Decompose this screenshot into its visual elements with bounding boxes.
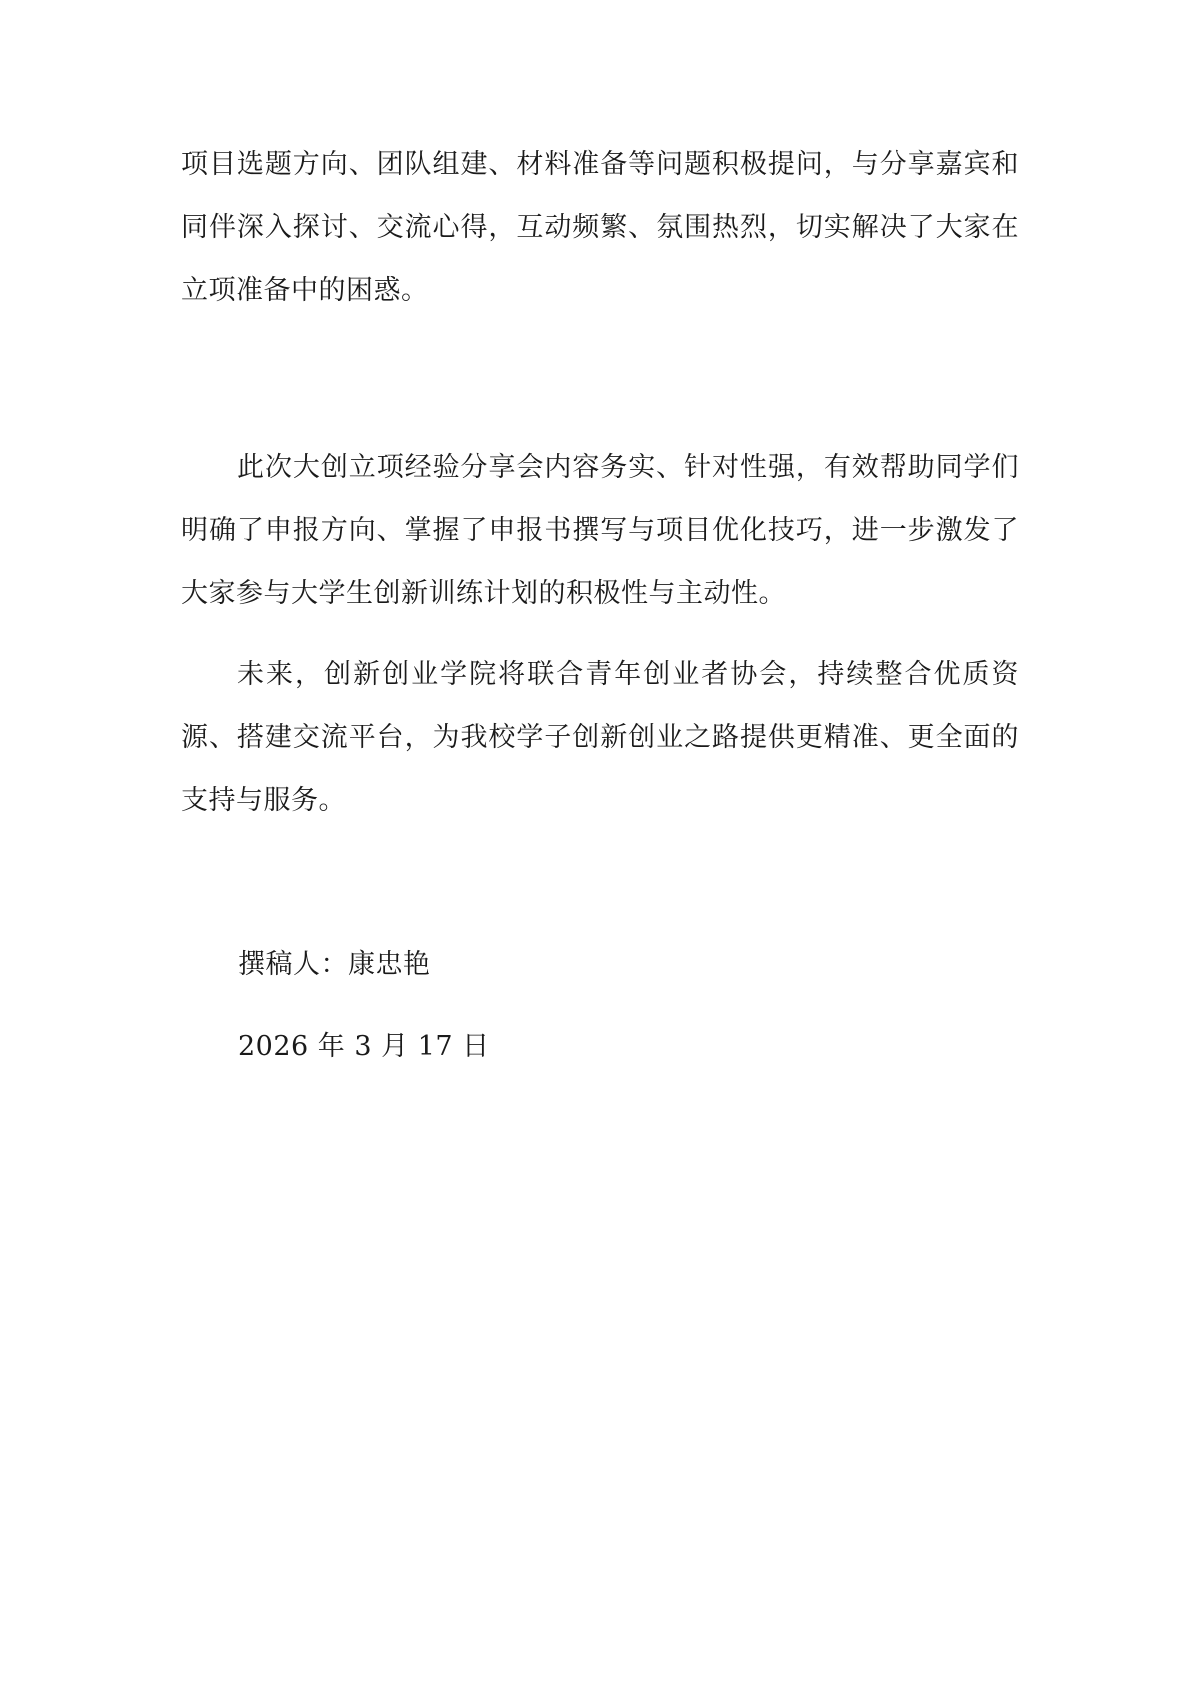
paragraph-continuation: 项目选题方向、团队组建、材料准备等问题积极提问，与分享嘉宾和同伴深入探讨、交流心得，互动频繁、氛围热烈，切实解决了大家在立项准备中的困惑。 <box>181 149 1019 306</box>
author-line: 撰稿人：康忠艳 <box>238 949 431 980</box>
date-line: 2026 年 3 月 17 日 <box>238 1031 490 1062</box>
paragraph-outlook: 未来，创新创业学院将联合青年创业者协会，持续整合优质资源、搭建交流平台，为我校学子创新创业之路提供更精准、更全面的支持与服务。 <box>181 659 1019 816</box>
paragraph-summary: 此次大创立项经验分享会内容务实、针对性强，有效帮助同学们明确了申报方向、掌握了申报书撰写与项目优化技巧，进一步激发了大家参与大学生创新训练计划的积极性与主动性。 <box>181 452 1019 609</box>
